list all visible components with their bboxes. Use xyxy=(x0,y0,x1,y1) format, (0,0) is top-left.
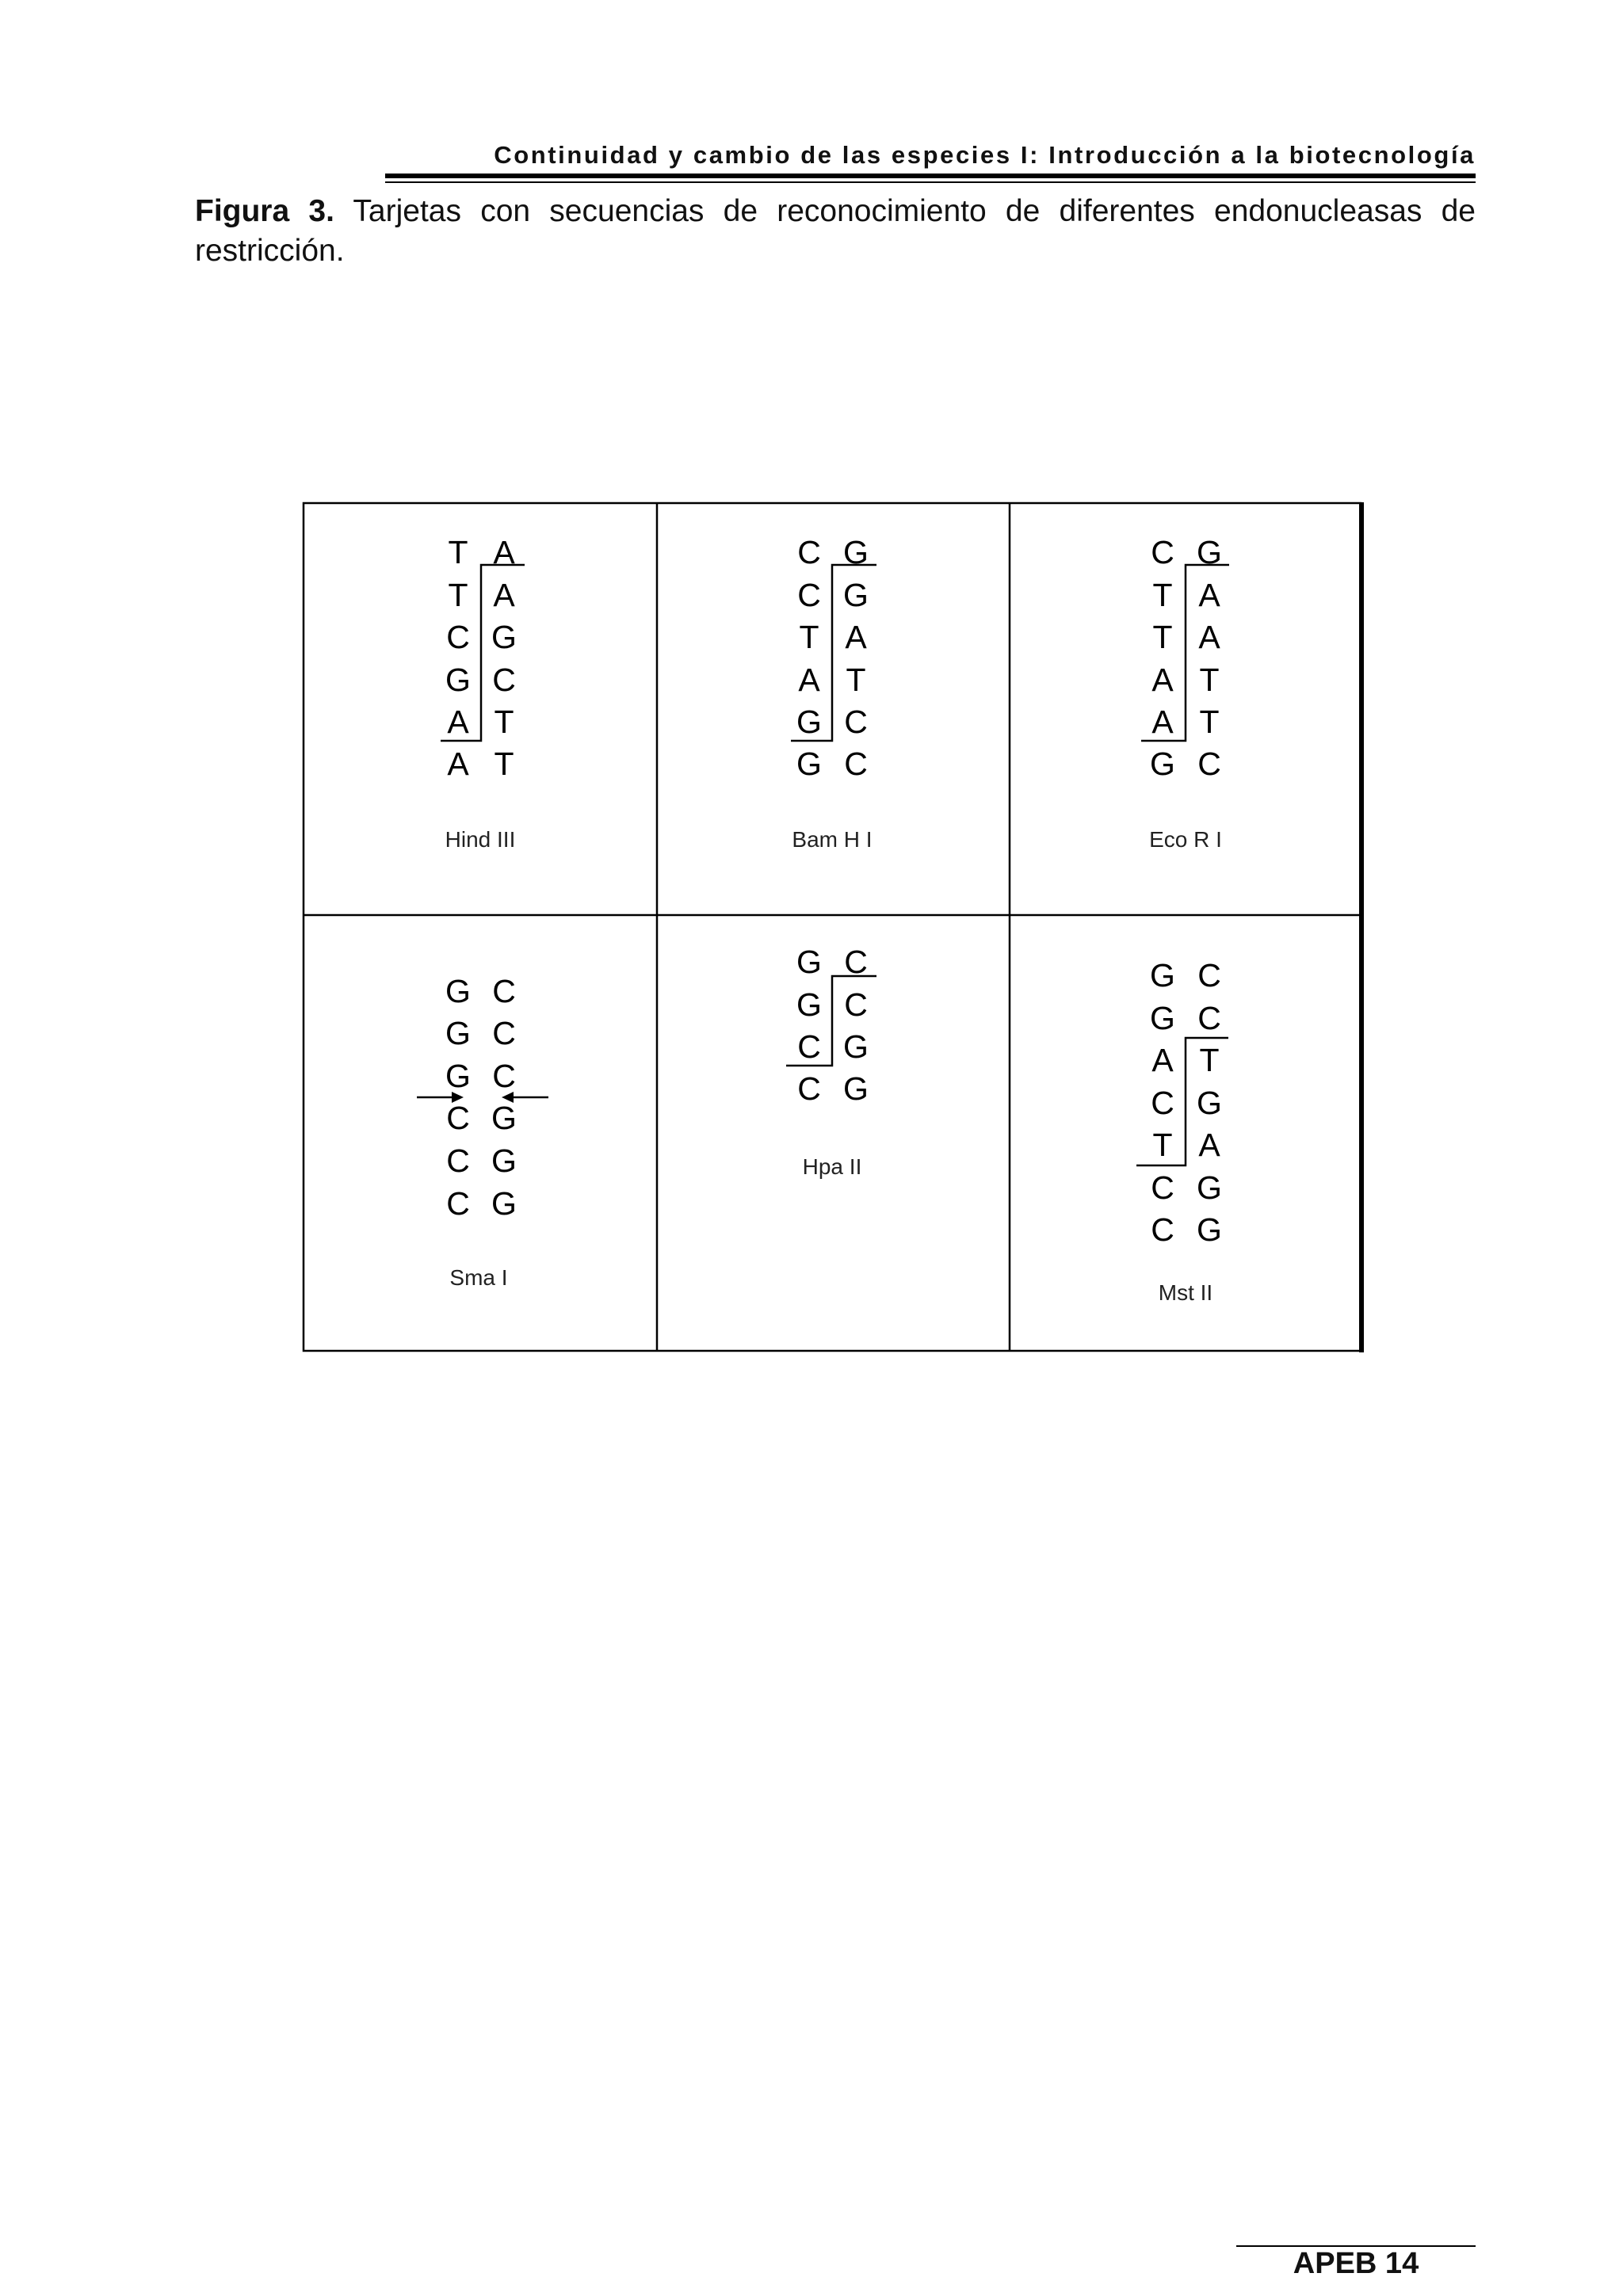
base-right: G xyxy=(1197,1085,1222,1121)
card-eco-r-i xyxy=(1141,534,1229,852)
base-left: A xyxy=(447,704,469,740)
base-right: G xyxy=(843,577,869,613)
base-left: G xyxy=(796,746,822,782)
base-right: T xyxy=(1199,704,1220,740)
enzyme-label: Mst II xyxy=(1158,1280,1213,1305)
base-right: C xyxy=(1197,957,1221,994)
base-right: C xyxy=(492,1015,516,1051)
base-left: G xyxy=(796,986,822,1023)
card-bam-h-i xyxy=(791,534,876,852)
base-right: C xyxy=(844,746,868,782)
base-left: A xyxy=(798,662,820,698)
page-number: APEB 14 xyxy=(1293,2247,1419,2280)
base-right: T xyxy=(1199,662,1220,698)
base-right: G xyxy=(843,1028,869,1065)
base-right: C xyxy=(844,944,868,980)
enzyme-label: Hpa II xyxy=(802,1154,862,1179)
base-right: A xyxy=(1198,619,1220,655)
base-right: C xyxy=(1197,1000,1221,1036)
base-left: A xyxy=(447,746,469,782)
base-right: T xyxy=(1199,1042,1220,1078)
base-left: T xyxy=(799,619,819,655)
base-left: G xyxy=(796,944,822,980)
base-right: A xyxy=(493,577,515,613)
base-right: A xyxy=(845,619,867,655)
base-right: G xyxy=(491,619,517,655)
base-right: A xyxy=(1198,577,1220,613)
base-right: T xyxy=(494,746,514,782)
base-right: G xyxy=(1197,1169,1222,1206)
base-left: T xyxy=(1152,619,1173,655)
base-left: C xyxy=(1151,534,1174,570)
base-left: A xyxy=(1151,662,1174,698)
base-right: C xyxy=(844,986,868,1023)
base-right: G xyxy=(843,1070,869,1107)
base-left: C xyxy=(797,1028,821,1065)
base-right: C xyxy=(1197,746,1221,782)
base-left: T xyxy=(448,534,468,570)
caption-text: Tarjetas con secuencias de reconocimiento de diferentes endonucleasas de restricción. xyxy=(195,194,1476,268)
base-left: G xyxy=(445,1015,471,1051)
base-left: C xyxy=(1151,1085,1174,1121)
base-right: C xyxy=(492,1058,516,1094)
card-hind-iii xyxy=(441,534,525,852)
base-left: A xyxy=(1151,704,1174,740)
enzyme-label: Hind III xyxy=(445,827,516,852)
base-left: C xyxy=(1151,1211,1174,1248)
enzyme-label: Bam H I xyxy=(792,827,873,852)
base-left: G xyxy=(445,662,471,698)
base-left: G xyxy=(445,1058,471,1094)
base-left: T xyxy=(448,577,468,613)
base-left: T xyxy=(1152,1127,1173,1163)
base-right: C xyxy=(492,973,516,1009)
base-left: T xyxy=(1152,577,1173,613)
card-hpa-ii xyxy=(786,944,876,1179)
enzyme-label: Sma I xyxy=(449,1265,508,1290)
base-right: G xyxy=(491,1185,517,1222)
base-left: C xyxy=(446,1100,470,1136)
base-left: A xyxy=(1151,1042,1174,1078)
base-left: G xyxy=(796,704,822,740)
base-right: C xyxy=(844,704,868,740)
base-left: G xyxy=(445,973,471,1009)
base-left: C xyxy=(446,619,470,655)
base-left: C xyxy=(446,1142,470,1179)
base-right: G xyxy=(1197,534,1222,570)
base-left: C xyxy=(797,577,821,613)
running-header: Continuidad y cambio de las especies I: Introducción a la biotecnología xyxy=(494,141,1476,169)
base-left: G xyxy=(1150,1000,1175,1036)
base-right: G xyxy=(491,1100,517,1136)
base-right: A xyxy=(493,534,515,570)
base-left: G xyxy=(1150,746,1175,782)
base-left: C xyxy=(797,1070,821,1107)
card-sma-i xyxy=(417,973,548,1290)
base-right: C xyxy=(492,662,516,698)
enzyme-label: Eco R I xyxy=(1149,827,1222,852)
base-left: C xyxy=(797,534,821,570)
base-right: G xyxy=(491,1142,517,1179)
base-right: G xyxy=(1197,1211,1222,1248)
base-left: G xyxy=(1150,957,1175,994)
base-right: T xyxy=(846,662,866,698)
base-right: A xyxy=(1198,1127,1220,1163)
base-left: C xyxy=(1151,1169,1174,1206)
base-right: G xyxy=(843,534,869,570)
caption-label: Figura 3. xyxy=(195,194,334,228)
base-right: T xyxy=(494,704,514,740)
card-mst-ii xyxy=(1136,957,1228,1305)
base-left: C xyxy=(446,1185,470,1222)
